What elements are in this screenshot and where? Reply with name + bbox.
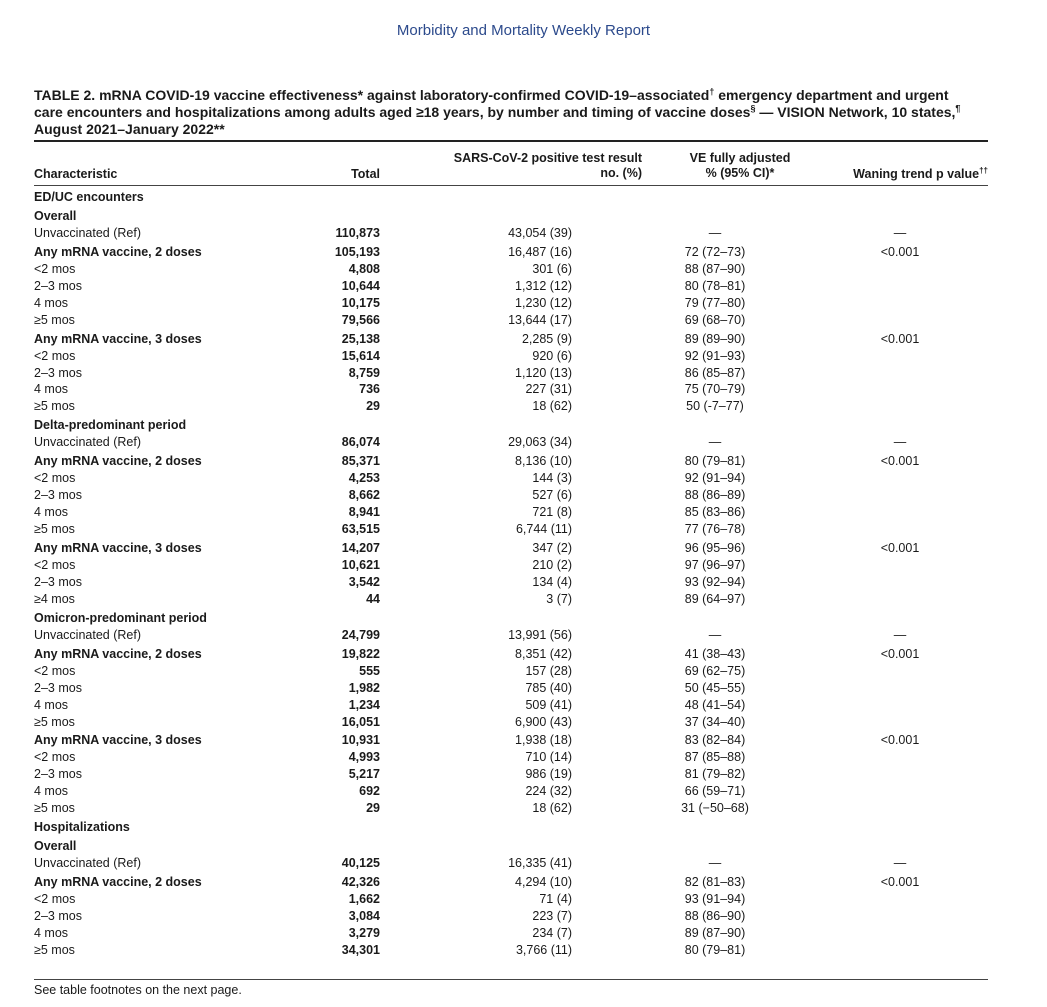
table-row (0, 767, 1047, 784)
cell-total: 692 (359, 784, 380, 799)
title-line-3: August 2021–January 2022** (34, 121, 225, 137)
table-row (0, 454, 1047, 471)
cell-char: 2–3 mos (34, 365, 82, 380)
cell-ve: — (708, 627, 722, 642)
cell-total: 86,074 (341, 435, 380, 450)
table-row (0, 909, 1047, 926)
table-row (0, 399, 1047, 416)
cell-ve: 97 (96–97) (684, 557, 746, 572)
cell-pos: 18 (62) (532, 801, 572, 816)
header-top-rule (34, 140, 988, 142)
cell-wan: — (893, 225, 907, 240)
cell-char: 4 mos (34, 382, 69, 397)
cell-wan: <0.001 (880, 646, 920, 661)
column-header-total: Total (351, 167, 380, 181)
cell-total: 555 (359, 663, 380, 678)
cell-char: ≥4 mos (34, 591, 75, 606)
table-row (0, 628, 1047, 645)
cell-pos: 223 (7) (532, 908, 572, 923)
cell-pos: 43,054 (39) (508, 225, 572, 240)
cell-total: 1,982 (348, 680, 380, 695)
cell-ve: 80 (79–81) (684, 454, 746, 469)
cell-pos: 6,744 (11) (515, 522, 572, 537)
table-row (0, 664, 1047, 681)
cell-ve: 50 (45–55) (684, 680, 746, 695)
cell-pos: 8,136 (10) (515, 454, 572, 469)
cell-pos: 224 (32) (525, 784, 572, 799)
table-row (0, 926, 1047, 943)
header-bottom-rule (34, 185, 988, 186)
cell-total: 19,822 (341, 646, 380, 661)
cell-char: Unvaccinated (Ref) (34, 627, 141, 642)
cell-char: 2–3 mos (34, 680, 82, 695)
table-row (0, 332, 1047, 349)
cell-ve: 72 (72–73) (684, 244, 746, 259)
table-row (0, 592, 1047, 609)
cell-ve: 92 (91–93) (684, 348, 746, 363)
cell-total: 10,644 (341, 278, 380, 293)
cell-char: ≥5 mos (34, 312, 75, 327)
cell-pos: 1,312 (12) (515, 278, 572, 293)
cell-total: 8,941 (348, 505, 380, 520)
table-row (0, 681, 1047, 698)
cell-pos: 509 (41) (525, 697, 572, 712)
cell-ve: 75 (70–79) (684, 382, 746, 397)
table-row (0, 801, 1047, 818)
cell-char: 2–3 mos (34, 278, 82, 293)
table-row (0, 522, 1047, 539)
cell-total: 15,614 (341, 348, 380, 363)
table-row (0, 698, 1047, 715)
cell-ve: 96 (95–96) (684, 541, 746, 555)
cell-total: 10,621 (341, 557, 380, 572)
cell-char: 4 mos (34, 505, 69, 520)
table-row (0, 856, 1047, 873)
table-row (0, 875, 1047, 892)
cell-pos: 4,294 (10) (515, 875, 572, 890)
table-row (0, 541, 1047, 558)
cell-ve: 89 (89–90) (684, 331, 746, 346)
cell-ve: 89 (87–90) (684, 925, 746, 940)
table-row (0, 262, 1047, 279)
column-header-ve-line2: % (95% CI)* (705, 166, 775, 180)
title-line-1: TABLE 2. mRNA COVID-19 vaccine effectiveness* against laboratory-confirmed COVID-19–associated† emergency department and urgent (34, 86, 949, 103)
cell-char: 2–3 mos (34, 767, 82, 782)
table-title (34, 87, 994, 138)
table-row (0, 558, 1047, 575)
cell-char: Overall (34, 208, 77, 223)
column-header-positive-line2: no. (%) (600, 166, 642, 180)
cell-ve: 93 (91–94) (684, 892, 746, 906)
cell-char: <2 mos (34, 261, 76, 276)
cell-char: Any mRNA vaccine, 3 doses (34, 733, 202, 748)
cell-pos: 18 (62) (532, 399, 572, 414)
cell-total: 4,993 (348, 750, 380, 765)
cell-ve: 88 (87–90) (684, 261, 746, 276)
cell-total: 1,234 (348, 697, 380, 712)
cell-char: Any mRNA vaccine, 2 doses (34, 454, 202, 469)
cell-total: 40,125 (341, 856, 380, 871)
cell-pos: 6,900 (43) (515, 714, 572, 729)
cell-pos: 13,644 (17) (508, 312, 572, 327)
cell-char: ≥5 mos (34, 399, 75, 414)
cell-pos: 234 (7) (532, 925, 572, 940)
cell-total: 4,808 (348, 261, 380, 276)
cell-char: Any mRNA vaccine, 3 doses (34, 541, 202, 555)
table-row (0, 418, 1047, 435)
cell-ve: 82 (81–83) (684, 875, 746, 890)
cell-char: Omicron-predominant period (34, 610, 207, 625)
cell-char: ≥5 mos (34, 942, 75, 957)
cell-pos: 227 (31) (525, 382, 572, 397)
cell-pos: 134 (4) (532, 574, 572, 589)
cell-ve: 48 (41–54) (684, 697, 746, 712)
table-row (0, 647, 1047, 664)
cell-wan: — (893, 627, 907, 642)
table-row (0, 575, 1047, 592)
table-row (0, 839, 1047, 856)
table-row (0, 349, 1047, 366)
column-header-positive (420, 151, 642, 181)
cell-total: 79,566 (341, 312, 380, 327)
cell-pos: 301 (6) (532, 261, 572, 276)
cell-ve: 88 (86–90) (684, 908, 746, 923)
table-row (0, 279, 1047, 296)
cell-ve: 89 (64–97) (684, 591, 746, 606)
cell-pos: 721 (8) (532, 505, 572, 520)
table-row (0, 435, 1047, 452)
cell-ve: 87 (85–88) (684, 750, 746, 765)
title-line-2: care encounters and hospitalizations among adults aged ≥18 years, by number and timing of vaccine doses§ — VISION Network, 10 states,¶ (34, 103, 961, 120)
cell-char: <2 mos (34, 348, 76, 363)
cell-total: 44 (366, 591, 380, 606)
cell-pos: 157 (28) (525, 663, 572, 678)
cell-pos: 144 (3) (532, 471, 572, 486)
cell-total: 42,326 (341, 875, 380, 890)
cell-ve: — (708, 435, 722, 450)
cell-ve: 79 (77–80) (684, 295, 746, 310)
cell-total: 736 (359, 382, 380, 397)
cell-wan: <0.001 (880, 331, 920, 346)
cell-pos: 16,335 (41) (508, 856, 572, 871)
cell-total: 5,217 (348, 767, 380, 782)
table-row (0, 471, 1047, 488)
cell-pos: 527 (6) (532, 488, 572, 503)
cell-char: 2–3 mos (34, 488, 82, 503)
footnote: See table footnotes on the next page. (34, 983, 242, 997)
cell-total: 3,542 (348, 574, 380, 589)
table-row (0, 488, 1047, 505)
cell-wan: <0.001 (880, 454, 920, 469)
cell-total: 4,253 (348, 471, 380, 486)
cell-ve: 50 (-7–77) (686, 399, 744, 414)
cell-pos: 920 (6) (532, 348, 572, 363)
cell-pos: 210 (2) (532, 557, 572, 572)
table-row (0, 226, 1047, 243)
cell-total: 34,301 (341, 942, 380, 957)
column-header-characteristic: Characteristic (34, 167, 118, 181)
cell-char: 2–3 mos (34, 908, 82, 923)
cell-ve: 80 (78–81) (684, 278, 746, 293)
cell-char: Any mRNA vaccine, 3 doses (34, 331, 202, 346)
cell-ve: 81 (79–82) (684, 767, 746, 782)
table-row (0, 892, 1047, 909)
table-row (0, 611, 1047, 628)
cell-char: Hospitalizations (34, 820, 130, 835)
cell-ve: — (708, 225, 722, 240)
cell-char: 4 mos (34, 925, 69, 940)
cell-char: 4 mos (34, 697, 69, 712)
cell-char: <2 mos (34, 471, 76, 486)
cell-total: 16,051 (341, 714, 380, 729)
cell-pos: 13,991 (56) (508, 627, 572, 642)
cell-total: 8,662 (348, 488, 380, 503)
cell-pos: 785 (40) (525, 680, 572, 695)
cell-pos: 16,487 (16) (508, 244, 572, 259)
journal-header: Morbidity and Mortality Weekly Report (396, 22, 651, 39)
cell-pos: 71 (4) (539, 892, 572, 906)
cell-char: ≥5 mos (34, 522, 75, 537)
cell-pos: 986 (19) (525, 767, 572, 782)
cell-ve: 83 (82–84) (684, 733, 746, 748)
cell-char: Unvaccinated (Ref) (34, 856, 141, 871)
cell-ve: 93 (92–94) (684, 574, 746, 589)
cell-char: Unvaccinated (Ref) (34, 225, 141, 240)
table-row (0, 820, 1047, 837)
cell-ve: 37 (34–40) (684, 714, 746, 729)
cell-total: 105,193 (334, 244, 380, 259)
cell-ve: 85 (83–86) (684, 505, 746, 520)
column-header-ve-line1: VE fully adjusted (689, 151, 791, 165)
cell-pos: 710 (14) (525, 750, 572, 765)
cell-pos: 3,766 (11) (515, 942, 572, 957)
table-row (0, 296, 1047, 313)
cell-ve: 88 (86–89) (684, 488, 746, 503)
cell-char: ≥5 mos (34, 801, 75, 816)
table-row (0, 784, 1047, 801)
cell-pos: 3 (7) (546, 591, 572, 606)
cell-pos: 1,230 (12) (515, 295, 572, 310)
table-bottom-rule (34, 979, 988, 980)
cell-wan: <0.001 (880, 875, 920, 890)
cell-char: Any mRNA vaccine, 2 doses (34, 875, 202, 890)
cell-total: 1,662 (348, 892, 380, 906)
cell-ve: — (708, 856, 722, 871)
table-row (0, 505, 1047, 522)
cell-pos: 1,938 (18) (515, 733, 572, 748)
table-row (0, 943, 1047, 960)
cell-total: 85,371 (341, 454, 380, 469)
cell-total: 8,759 (348, 365, 380, 380)
cell-char: <2 mos (34, 892, 76, 906)
cell-char: 4 mos (34, 784, 69, 799)
table-row (0, 313, 1047, 330)
cell-total: 14,207 (341, 541, 380, 555)
cell-wan: — (893, 435, 907, 450)
table-row (0, 245, 1047, 262)
cell-total: 29 (366, 399, 380, 414)
table-row (0, 209, 1047, 226)
cell-total: 29 (366, 801, 380, 816)
cell-char: Any mRNA vaccine, 2 doses (34, 646, 202, 661)
cell-ve: 69 (62–75) (684, 663, 746, 678)
cell-ve: 66 (59–71) (684, 784, 746, 799)
cell-ve: 41 (38–43) (684, 646, 746, 661)
cell-ve: 77 (76–78) (684, 522, 746, 537)
cell-total: 10,931 (341, 733, 380, 748)
cell-char: Any mRNA vaccine, 2 doses (34, 244, 202, 259)
cell-total: 3,084 (348, 908, 380, 923)
table-row (0, 750, 1047, 767)
cell-pos: 8,351 (42) (515, 646, 572, 661)
cell-char: <2 mos (34, 663, 76, 678)
cell-ve: 86 (85–87) (684, 365, 746, 380)
cell-total: 24,799 (341, 627, 380, 642)
cell-char: Delta-predominant period (34, 418, 187, 433)
cell-char: ≥5 mos (34, 714, 75, 729)
cell-pos: 347 (2) (532, 541, 572, 555)
cell-char: Unvaccinated (Ref) (34, 435, 141, 450)
cell-wan: <0.001 (880, 244, 920, 259)
cell-ve: 69 (68–70) (684, 312, 746, 327)
cell-ve: 31 (−50–68) (681, 801, 749, 816)
column-header-positive-line1: SARS-CoV-2 positive test result (453, 151, 642, 165)
cell-ve: 80 (79–81) (684, 942, 746, 957)
table-row (0, 715, 1047, 732)
cell-char: <2 mos (34, 557, 76, 572)
cell-wan: <0.001 (880, 733, 920, 748)
cell-total: 63,515 (341, 522, 380, 537)
table-row (0, 382, 1047, 399)
column-header-waning: Waning trend p value†† (853, 165, 988, 181)
cell-char: 4 mos (34, 295, 69, 310)
cell-char: ED/UC encounters (34, 190, 144, 204)
cell-wan: — (893, 856, 907, 871)
cell-pos: 29,063 (34) (508, 435, 572, 450)
cell-ve: 92 (91–94) (684, 471, 746, 486)
table-row (0, 366, 1047, 383)
cell-total: 3,279 (348, 925, 380, 940)
cell-char: <2 mos (34, 750, 76, 765)
cell-char: Overall (34, 839, 77, 854)
table-row (0, 190, 1047, 207)
cell-total: 10,175 (341, 295, 380, 310)
cell-total: 110,873 (335, 225, 380, 240)
cell-pos: 1,120 (13) (515, 365, 572, 380)
cell-wan: <0.001 (880, 541, 920, 555)
cell-pos: 2,285 (9) (521, 331, 572, 346)
table-row (0, 733, 1047, 750)
cell-char: 2–3 mos (34, 574, 82, 589)
cell-total: 25,138 (341, 331, 380, 346)
